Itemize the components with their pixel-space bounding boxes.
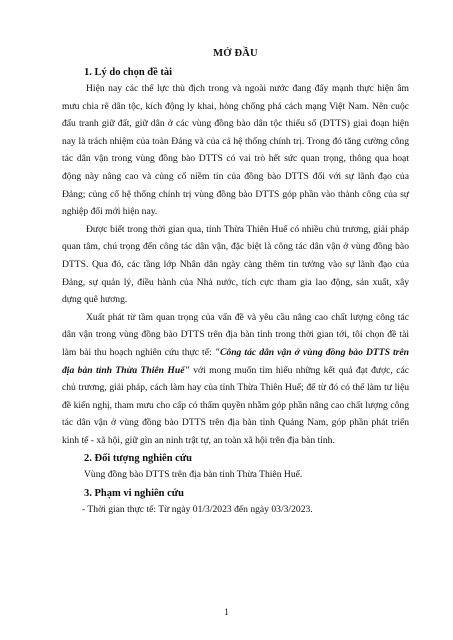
section-1-paragraph-1: Hiện nay các thế lực thù địch trong và ngoài nước đang đẩy mạnh thực hiện âm mưu chia rẽ dân tộc, kích động ly khai, hòng chống phá cách mạng Việt Nam. Nên cuộc đấu tranh giữ đất, giữ dân ở các vùng đồng bào dân tộc thiểu số (DTTS) giai đoạn hiện nay là trách nhiệm của toàn Đảng và của cả hệ thống chính trị. Trong đó tăng cường công tác dân vận trong vùng đồng bào DTTS có vai trò hết sức quan trọng, thông qua hoạt động này nâng cao và củng cố niềm tin của đồng bào DTTS đối với sự lãnh đạo của Đảng; củng cố hệ thống chính trị vùng đồng bào DTTS góp phần vào thành công của sự nghiệp đổi mới hiện nay. — [62, 83, 409, 218]
section-1-paragraph-2: Được biết trong thời gian qua, tỉnh Thừa Thiên Huế có nhiều chủ trương, giải pháp quan tâm, chú trọng đến công tác dân vận, đặc biệt là công tác dân vận ở vùng đồng bào DTTS. Qua đó, các tầng lớp Nhân dân ngày càng thêm tin tưởng vào sự lãnh đạo của Đảng, sự quản lý, điều hành của Nhà nước, tích cực tham gia lao động, sản xuất, xây dựng quê hương. — [62, 223, 409, 306]
paragraph-3-rest: với mong muốn tìm hiểu những kết quả đạt được, các chủ trương, giải pháp, cách làm hay của tỉnh Thừa Thiên Huế; để từ đó có thể làm tư liệu đề kiến nghị, tham mưu cho cấp có thẩm quyền nhằm góp phần nâng cao chất lượng công tác dân vận ở vùng đồng bào DTTS trên địa bàn tỉnh Quảng Nam, góp phần phát triển kinh tế - xã hội, giữ gìn an ninh trật tự, an toàn xã hội trên địa bàn tỉnh. — [62, 364, 409, 446]
section-3-heading: 3. Phạm vi nghiên cứu — [84, 488, 184, 500]
paragraph-3-intro: Xuất phát từ tầm quan trọng của vấn đề và yêu cầu nâng cao chất lượng công tác dân vận trong vùng đồng bào DTTS trên địa bàn tỉnh trong thời gian tới, tôi chọn đề tài làm bài thu hoạch nghiên cứu thực tế: — [62, 311, 409, 358]
section-1-heading: 1. Lý do chọn đề tài — [84, 67, 173, 78]
section-3-paragraph-1: - Thời gian thực tế: Từ ngày 01/3/2023 đến ngày 03/3/2023. — [82, 504, 313, 516]
section-2-heading: 2. Đối tượng nghiên cứu — [84, 453, 192, 465]
document-title: MỞ ĐẦU — [213, 48, 258, 59]
page-number: 1 — [224, 607, 229, 618]
topic-title-emphasis: "Công tác dân vận ở vùng đồng bào DTTS trên địa bàn tỉnh Thừa Thiên Huế" — [62, 346, 409, 376]
section-1-paragraph-3 — [62, 309, 409, 450]
section-2-paragraph-1: Vùng đồng bào DTTS trên địa bàn tỉnh Thừa Thiên Huế. — [84, 469, 303, 481]
